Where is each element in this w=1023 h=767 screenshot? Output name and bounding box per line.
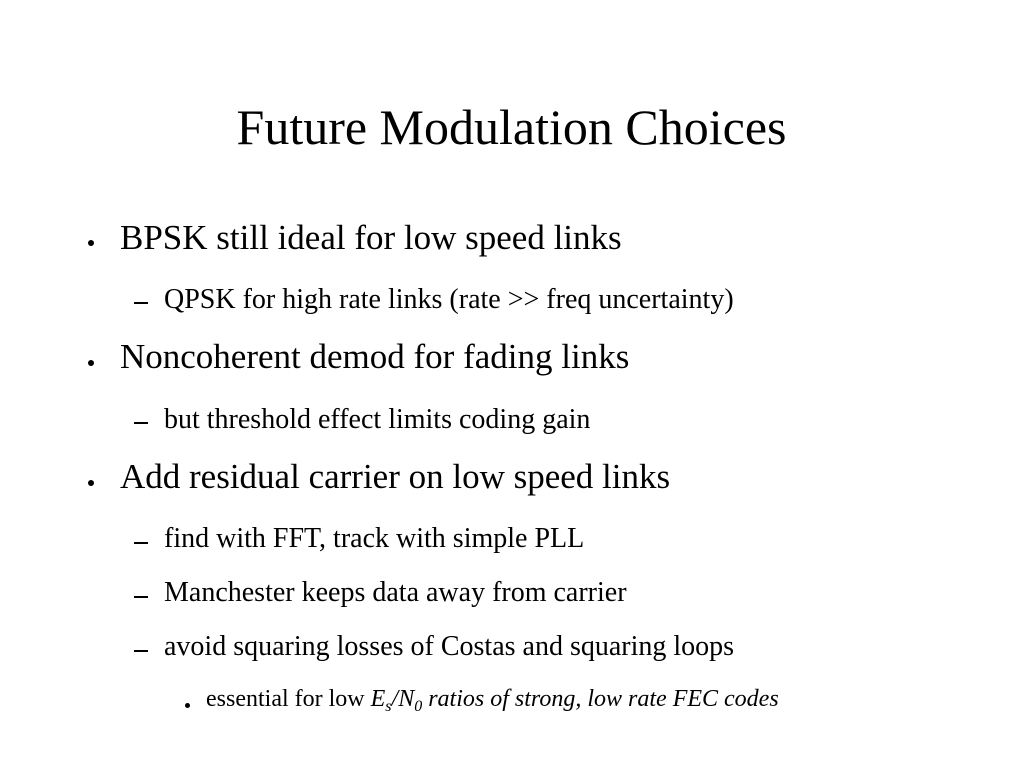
bullet-icon — [185, 703, 190, 708]
sub-sub-bullet-text — [206, 684, 779, 714]
slide-title: Future Modulation Choices — [236, 99, 787, 155]
sub-bullet-text: QPSK for high rate links (rate >> freq uncertainty) — [164, 284, 734, 315]
sub-bullet-text: but threshold effect limits coding gain — [164, 404, 591, 435]
sub-bullet-text: find with FFT, track with simple PLL — [164, 523, 585, 554]
dash-icon — [134, 422, 148, 424]
bullet-icon — [88, 240, 94, 246]
bullet-text: Noncoherent demod for fading links — [120, 337, 630, 376]
sub-sub-prefix: essential for low — [206, 686, 371, 712]
dash-icon — [134, 596, 148, 598]
bullet-text: BPSK still ideal for low speed links — [120, 218, 622, 257]
bullet-text: Add residual carrier on low speed links — [120, 457, 671, 496]
bullet-icon — [88, 480, 94, 486]
dash-icon — [134, 542, 148, 544]
sub-bullet-text: Manchester keeps data away from carrier — [164, 577, 627, 608]
dash-icon — [134, 650, 148, 652]
dash-icon — [134, 302, 148, 304]
bullet-icon — [88, 360, 94, 366]
sub-sub-suffix: ratios of strong, low rate FEC codes — [422, 686, 779, 712]
es-symbol: $E_s/N_0$ — [370, 686, 423, 715]
sub-bullet-text: avoid squaring losses of Costas and squaring loops — [164, 631, 735, 662]
